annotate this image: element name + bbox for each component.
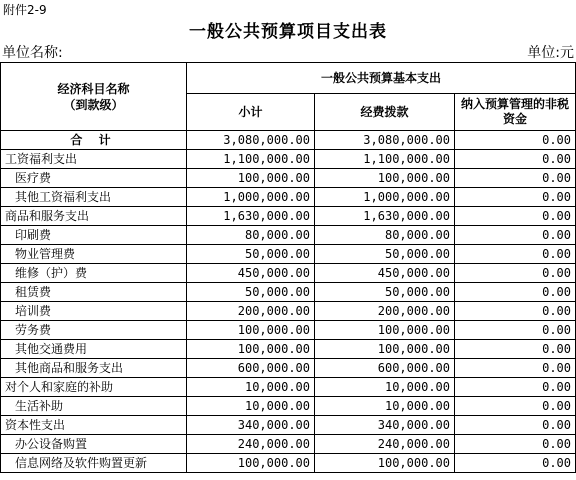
table-row	[1, 188, 576, 207]
table-row	[1, 264, 576, 283]
cell-appropriation[interactable]: 1,630,000.00	[315, 207, 455, 226]
page-title: 一般公共预算项目支出表	[189, 22, 387, 42]
cell-subtotal[interactable]: 100,000.00	[187, 169, 315, 188]
cell-non-tax[interactable]: 0.00	[455, 454, 576, 473]
cell-appropriation[interactable]: 1,100,000.00	[315, 150, 455, 169]
header-row-top	[1, 63, 576, 94]
table-row	[1, 283, 576, 302]
cell-appropriation[interactable]: 200,000.00	[315, 302, 455, 321]
cell-subtotal[interactable]: 50,000.00	[187, 245, 315, 264]
table-row	[1, 226, 576, 245]
cell-subtotal[interactable]: 1,630,000.00	[187, 207, 315, 226]
table-row	[1, 169, 576, 188]
cell-non-tax[interactable]: 0.00	[455, 264, 576, 283]
table-row	[1, 435, 576, 454]
cell-subtotal[interactable]: 80,000.00	[187, 226, 315, 245]
cell-non-tax[interactable]: 0.00	[455, 378, 576, 397]
cell-non-tax[interactable]: 0.00	[455, 340, 576, 359]
header-subtotal[interactable]: 小计	[187, 94, 315, 131]
cell-appropriation[interactable]: 100,000.00	[315, 340, 455, 359]
budget-table	[0, 62, 576, 473]
cell-subject-name[interactable]: 办公设备购置	[1, 435, 187, 454]
cell-appropriation[interactable]: 10,000.00	[315, 397, 455, 416]
cell-appropriation[interactable]: 80,000.00	[315, 226, 455, 245]
unit-name-label: 单位名称:	[2, 45, 63, 61]
cell-appropriation[interactable]: 10,000.00	[315, 378, 455, 397]
currency-unit-label: 单位:元	[527, 45, 574, 61]
cell-subject-name[interactable]: 资本性支出	[1, 416, 187, 435]
cell-subtotal[interactable]: 200,000.00	[187, 302, 315, 321]
header-economic-subject[interactable]	[1, 63, 187, 131]
table-row	[1, 245, 576, 264]
table-row	[1, 340, 576, 359]
cell-non-tax[interactable]: 0.00	[455, 359, 576, 378]
cell-subject-name[interactable]: 物业管理费	[1, 245, 187, 264]
header-basic-expense[interactable]: 一般公共预算基本支出	[187, 63, 576, 94]
cell-non-tax[interactable]: 0.00	[455, 131, 576, 150]
cell-subtotal[interactable]: 340,000.00	[187, 416, 315, 435]
cell-subject-name[interactable]: 信息网络及软件购置更新	[1, 454, 187, 473]
cell-appropriation[interactable]: 340,000.00	[315, 416, 455, 435]
cell-subtotal[interactable]: 50,000.00	[187, 283, 315, 302]
cell-appropriation[interactable]: 100,000.00	[315, 169, 455, 188]
cell-subject-name[interactable]: 印刷费	[1, 226, 187, 245]
cell-non-tax[interactable]: 0.00	[455, 207, 576, 226]
cell-subject-name[interactable]: 生活补助	[1, 397, 187, 416]
cell-subject-name[interactable]: 其他工资福利支出	[1, 188, 187, 207]
cell-subtotal[interactable]: 600,000.00	[187, 359, 315, 378]
table-row	[1, 359, 576, 378]
table-row	[1, 454, 576, 473]
table-row	[1, 378, 576, 397]
cell-non-tax[interactable]: 0.00	[455, 245, 576, 264]
cell-subtotal[interactable]: 10,000.00	[187, 397, 315, 416]
cell-subtotal[interactable]: 100,000.00	[187, 340, 315, 359]
cell-subject-name[interactable]: 培训费	[1, 302, 187, 321]
cell-subtotal[interactable]: 240,000.00	[187, 435, 315, 454]
cell-appropriation[interactable]: 600,000.00	[315, 359, 455, 378]
cell-appropriation[interactable]: 50,000.00	[315, 283, 455, 302]
cell-non-tax[interactable]: 0.00	[455, 283, 576, 302]
attachment-label: 附件2-9	[3, 3, 47, 17]
cell-subtotal[interactable]: 1,100,000.00	[187, 150, 315, 169]
table-row	[1, 397, 576, 416]
cell-subtotal[interactable]: 100,000.00	[187, 321, 315, 340]
cell-appropriation[interactable]: 450,000.00	[315, 264, 455, 283]
cell-appropriation[interactable]: 240,000.00	[315, 435, 455, 454]
total-row	[1, 131, 576, 150]
table-row	[1, 321, 576, 340]
cell-appropriation[interactable]: 100,000.00	[315, 321, 455, 340]
cell-appropriation[interactable]: 50,000.00	[315, 245, 455, 264]
cell-non-tax[interactable]: 0.00	[455, 188, 576, 207]
cell-subject-name[interactable]: 劳务费	[1, 321, 187, 340]
header-economic-subject-label: 经济科目名称	[57, 81, 130, 96]
cell-subject-name[interactable]: 维修（护）费	[1, 264, 187, 283]
header-economic-subject-sub: （到款级）	[63, 97, 124, 112]
header-non-tax[interactable]: 纳入预算管理的非税资金	[455, 94, 576, 131]
cell-subject-name[interactable]: 其他交通费用	[1, 340, 187, 359]
cell-appropriation[interactable]: 100,000.00	[315, 454, 455, 473]
cell-appropriation[interactable]: 3,080,000.00	[315, 131, 455, 150]
cell-non-tax[interactable]: 0.00	[455, 302, 576, 321]
cell-appropriation[interactable]: 1,000,000.00	[315, 188, 455, 207]
table-row	[1, 302, 576, 321]
cell-non-tax[interactable]: 0.00	[455, 435, 576, 454]
cell-subtotal[interactable]: 1,000,000.00	[187, 188, 315, 207]
cell-subject-name[interactable]: 对个人和家庭的补助	[1, 378, 187, 397]
cell-non-tax[interactable]: 0.00	[455, 169, 576, 188]
cell-non-tax[interactable]: 0.00	[455, 416, 576, 435]
cell-subject-name[interactable]: 合 计	[1, 131, 187, 150]
cell-non-tax[interactable]: 0.00	[455, 321, 576, 340]
table-row	[1, 207, 576, 226]
cell-subtotal[interactable]: 450,000.00	[187, 264, 315, 283]
cell-subtotal[interactable]: 100,000.00	[187, 454, 315, 473]
cell-non-tax[interactable]: 0.00	[455, 226, 576, 245]
table-row	[1, 416, 576, 435]
header-appropriation[interactable]: 经费拨款	[315, 94, 455, 131]
cell-non-tax[interactable]: 0.00	[455, 150, 576, 169]
cell-non-tax[interactable]: 0.00	[455, 397, 576, 416]
cell-subtotal[interactable]: 3,080,000.00	[187, 131, 315, 150]
cell-subject-name[interactable]: 其他商品和服务支出	[1, 359, 187, 378]
cell-subject-name[interactable]: 工资福利支出	[1, 150, 187, 169]
cell-subject-name[interactable]: 医疗费	[1, 169, 187, 188]
table-row	[1, 150, 576, 169]
cell-subject-name[interactable]: 商品和服务支出	[1, 207, 187, 226]
cell-subtotal[interactable]: 10,000.00	[187, 378, 315, 397]
cell-subject-name[interactable]: 租赁费	[1, 283, 187, 302]
